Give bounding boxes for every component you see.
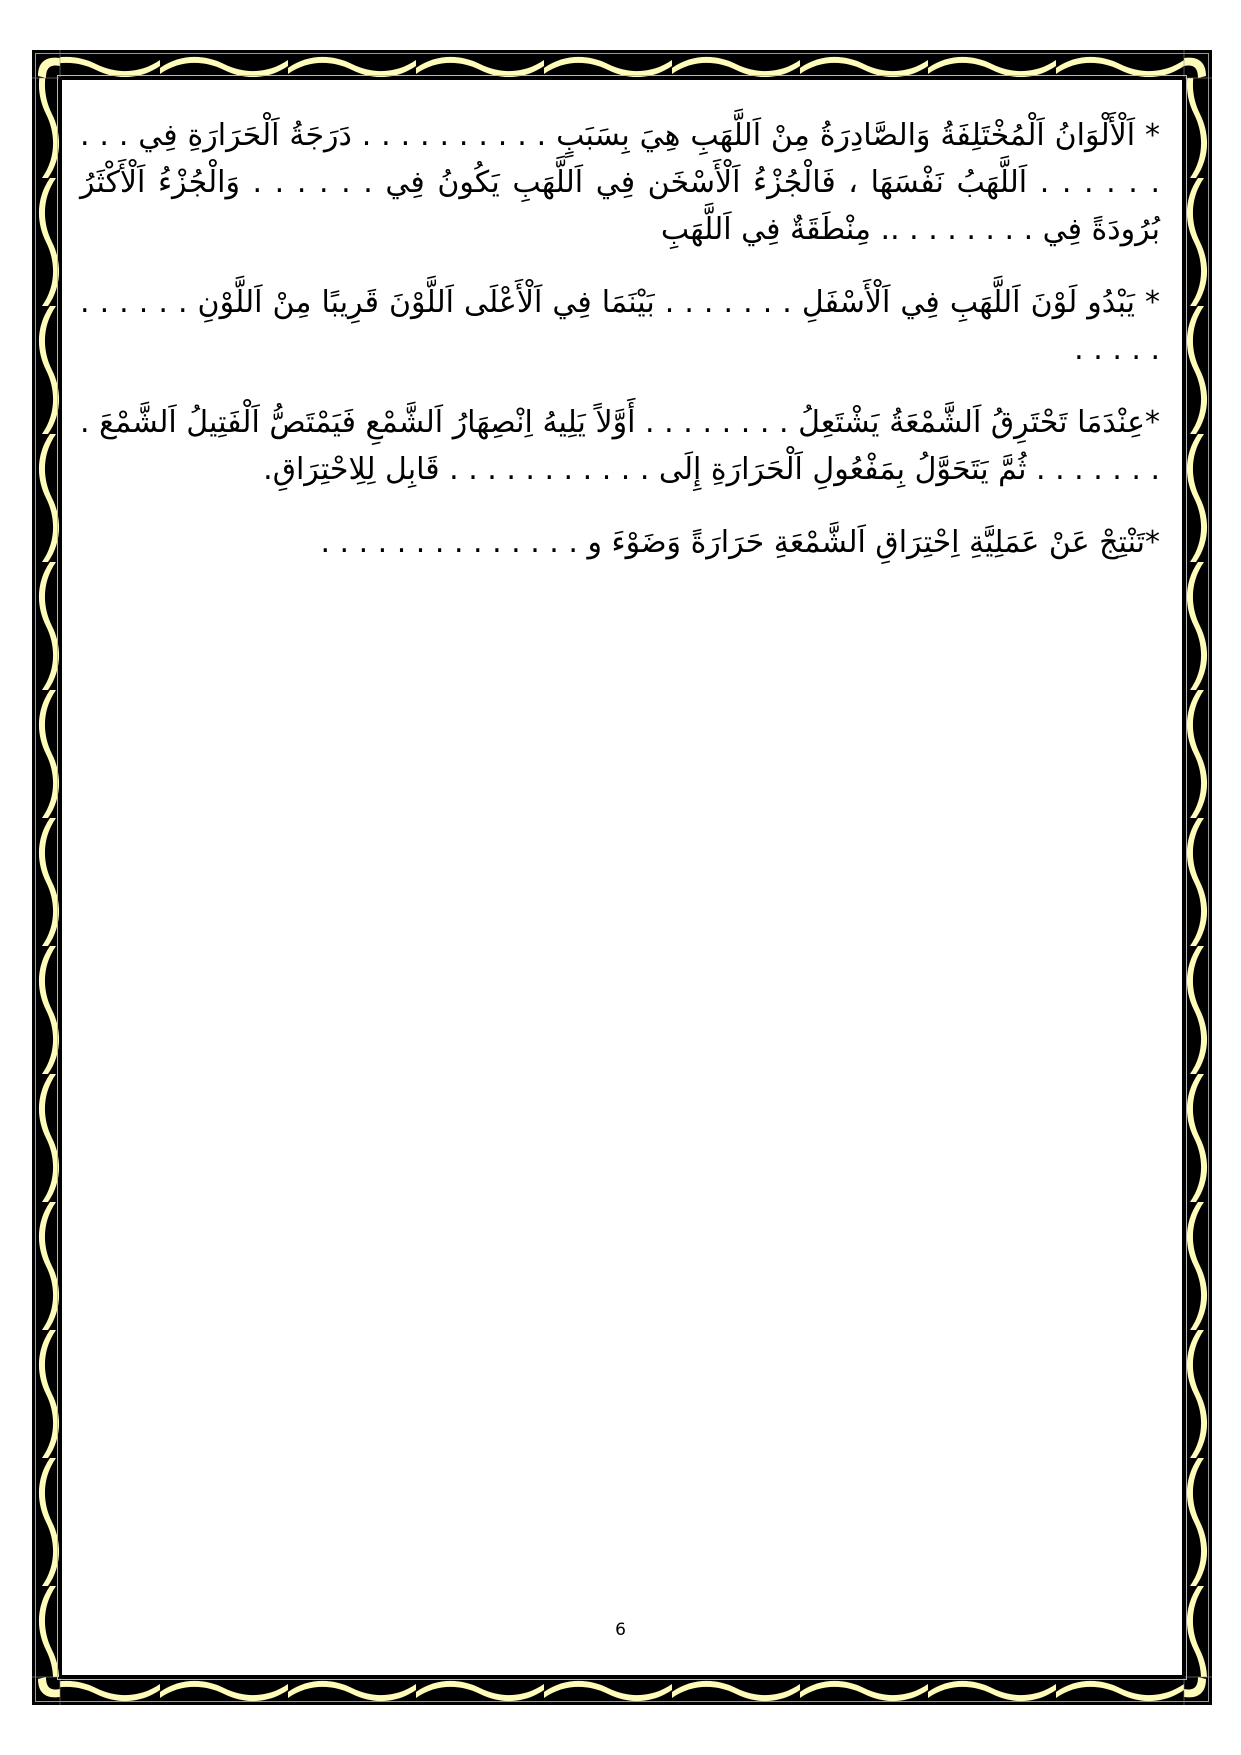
paragraph-flame-colors: * اَلْأَلْوَانُ اَلْمُخْتَلِفَةُ وَالصَّادِرَةُ مِنْ اَللَّهَبِ هِيَ بِسَبَبٍ . . . . . . . . . . دَرَجَةُ اَلْحَرَارَةِ فِي . . . . . . . . . اَللَّهَبُ نَفْسَهَا ، فَالْجُزْءُ اَلْأَسْخَن فِي اَللَّهَبِ يَكُونُ فِي . . . . . . وَالْجُزْءُ اَلْأَكْثَرُ بُرُودَةً فِي . . . . . . . .. مِنْطَقَةٌ فِي اَللَّهَبِ <box>80 118 1160 247</box>
paragraph-combustion-products: *تَنْتِجْ عَنْ عَمَلِيَّةِ اِحْتِرَاقِ اَلشَّمْعَةِ حَرَارَةً وَضَوْءَ و . . . . . . . . . . . . . . <box>320 525 1160 560</box>
paragraph-flame-color-position: * يَبْدُو لَوْنَ اَللَّهَبِ فِي اَلْأَسْفَلِ . . . . . . . بَيْنَمَا فِي اَلْأَعْلَى اَللَّوْنَ قَرِيبًا مِنْ اَللَّوْنِ . . . . . . . . . . . <box>80 285 1160 367</box>
paragraph-candle-burning: *عِنْدَمَا تَحْتَرِقُ اَلشَّمْعَةُ يَشْتَعِلُ . . . . . . . . أَوَّلاً يَلِيهُ اِنْصِهَارُ اَلشَّمْعِ فَيَمْتَصُّ اَلْفَتِيلُ اَلشَّمْعَ . . . . . . . . ثُمَّ يَتَحَوَّلُ بِمَفْعُولِ اَلْحَرَارَةِ إِلَى . . . . . . . . . . . قَابِل لِلِاحْتِرَاقِ. <box>80 405 1160 487</box>
page-number: 6 <box>615 1620 626 1640</box>
worksheet-content <box>80 112 1160 566</box>
